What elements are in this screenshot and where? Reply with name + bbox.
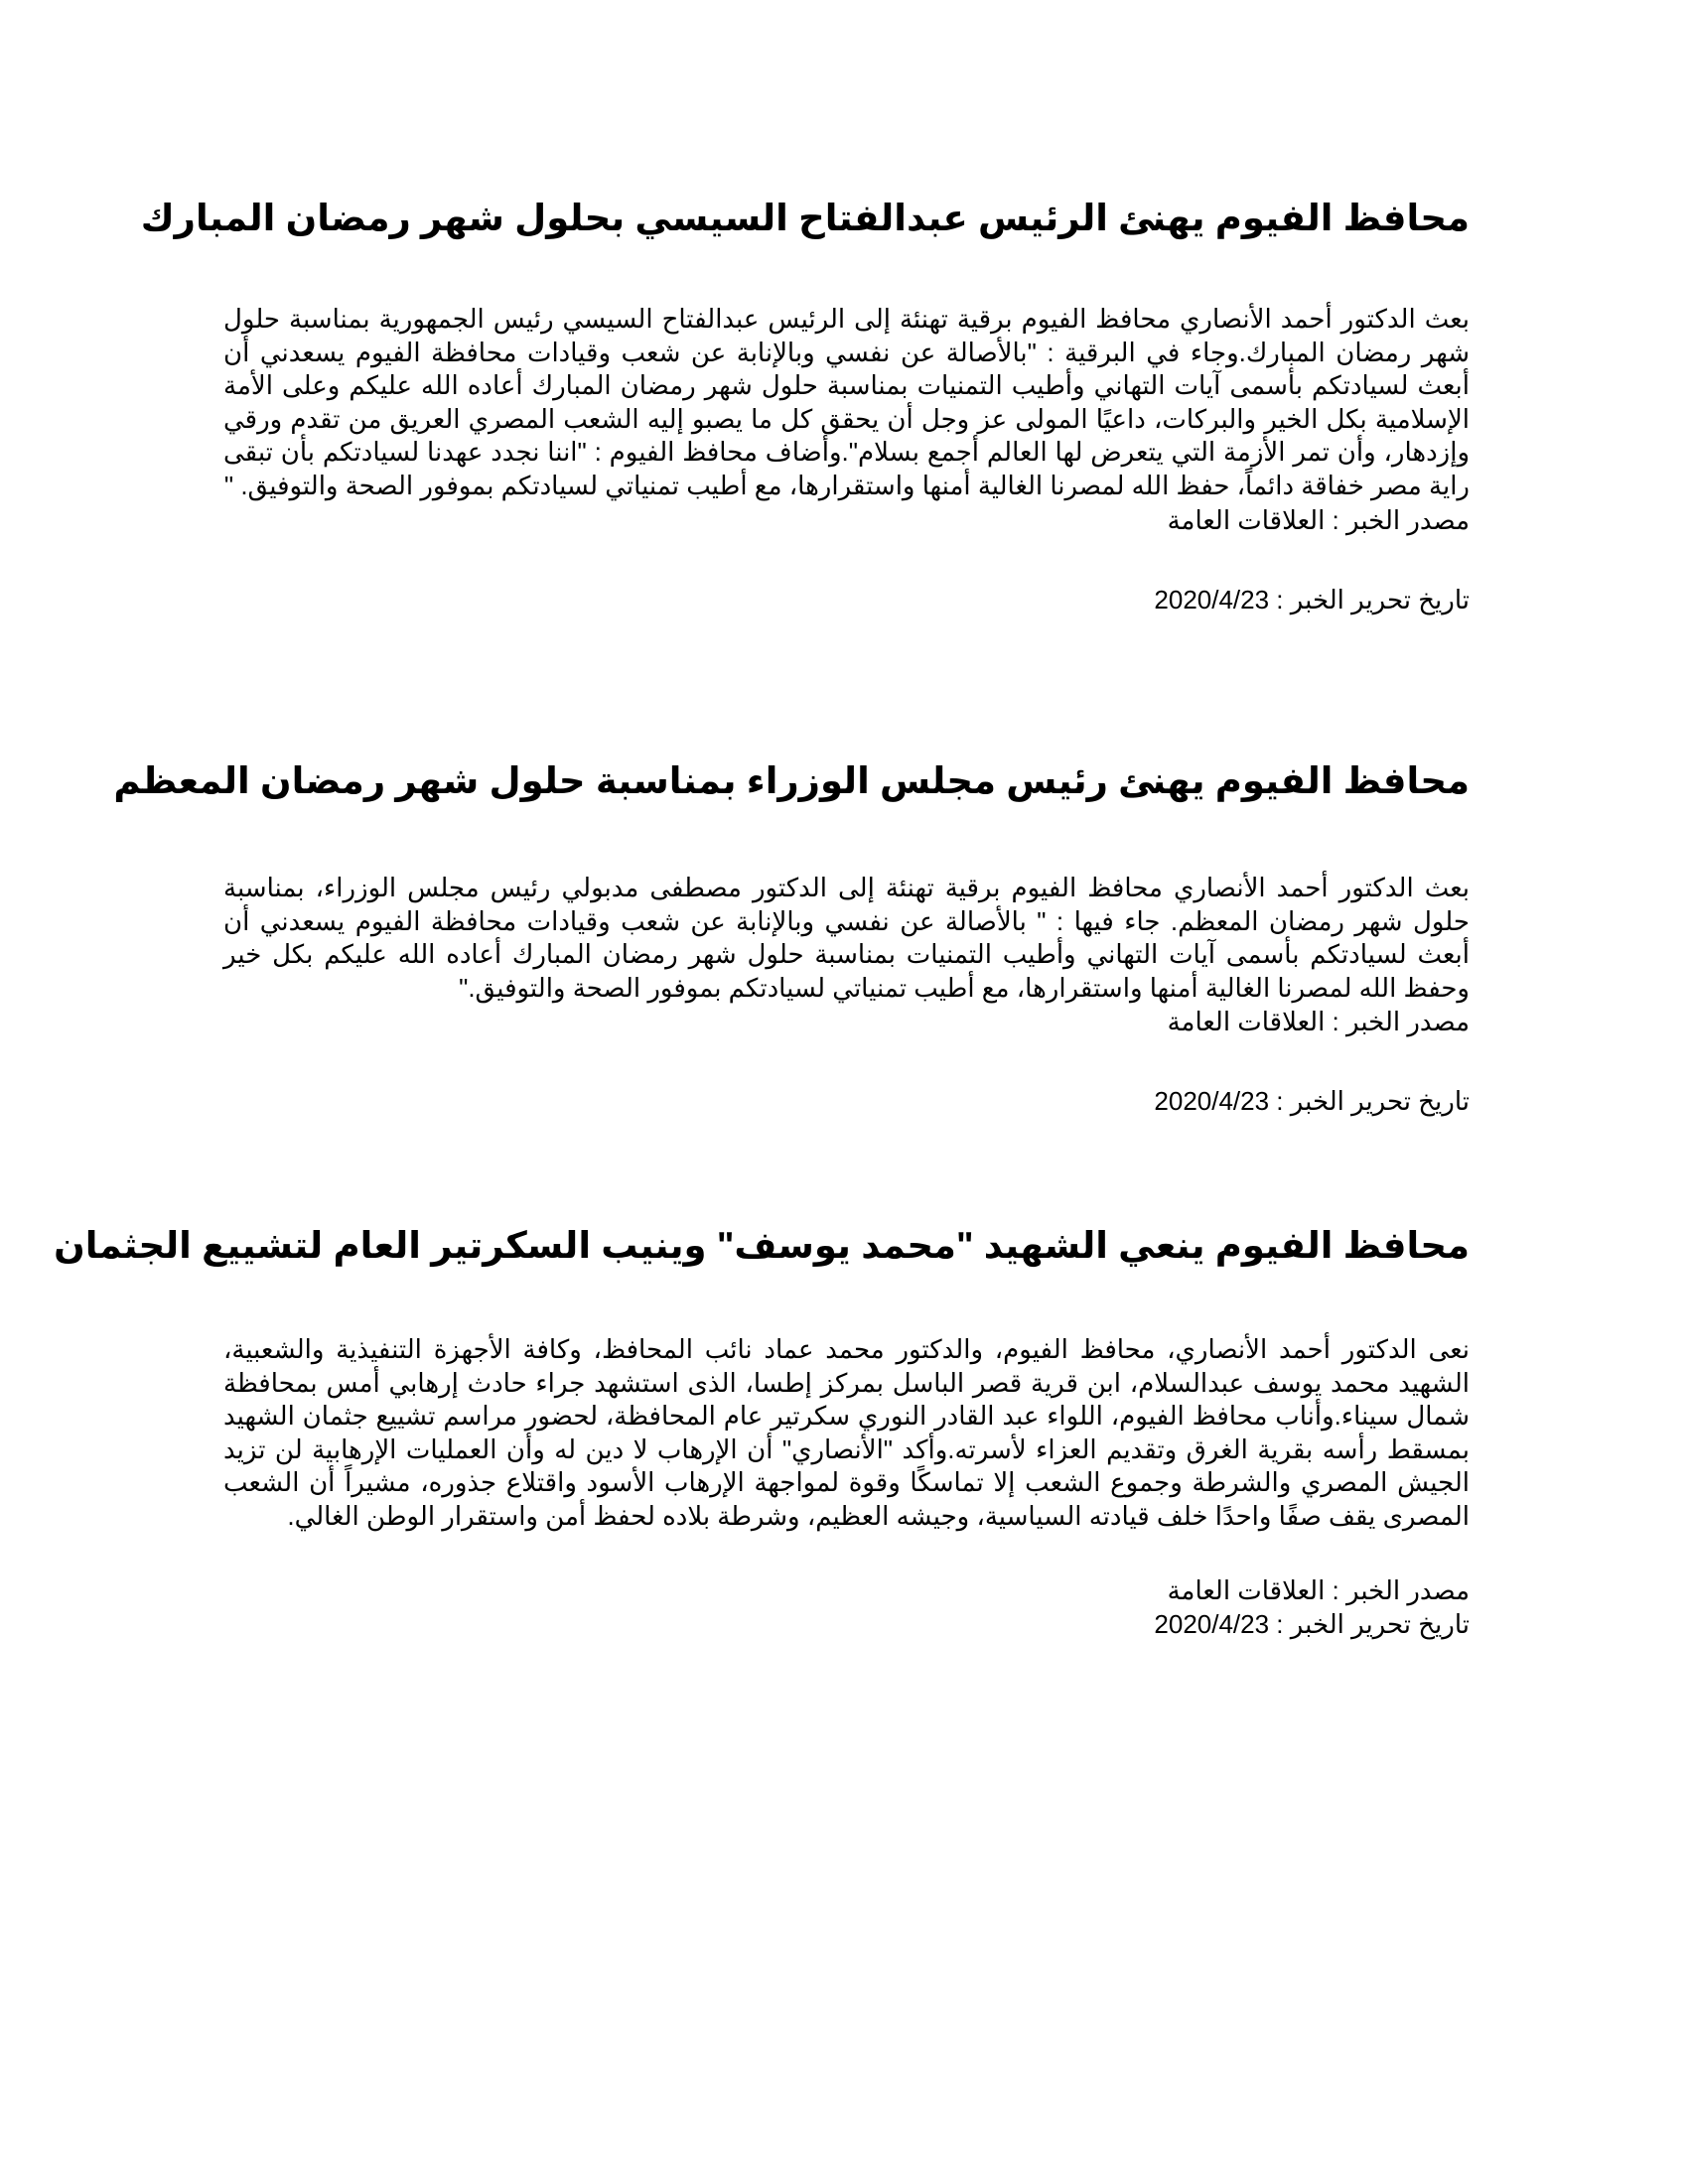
news-article <box>54 1223 1470 1641</box>
article-date: تاريخ تحرير الخبر : 2020/4/23 <box>1154 1086 1470 1117</box>
article-date: تاريخ تحرير الخبر : 2020/4/23 <box>1154 1608 1470 1639</box>
article-title: محافظ الفيوم يهنئ رئيس مجلس الوزراء بمناسبة حلول شهر رمضان المعظم <box>113 760 1470 801</box>
article-source: مصدر الخبر : العلاقات العامة <box>1167 1007 1470 1037</box>
article-title: محافظ الفيوم يهنئ الرئيس عبدالفتاح السيسي بحلول شهر رمضان المبارك <box>140 198 1470 238</box>
article-source: مصدر الخبر : العلاقات العامة <box>1167 504 1470 535</box>
article-body: نعى الدكتور أحمد الأنصاري، محافظ الفيوم، والدكتور محمد عماد نائب المحافظ، وكافة الأجهزة التنفيذية والشعبية، الشهيد محمد يوسف عبدالسلام، ابن قرية قصر الباسل بمركز إطسا، الذى استشهد جراء حادث إرهابي أمس بمحافظة شمال سيناء.وأناب محافظ الفيوم، اللواء عبد القادر النوري سكرتير عام المحافظة، لحضور مراسم تشييع جثمان الشهيد بمسقط رأسه بقرية الغرق وتقديم العزاء لأسرته.وأكد "الأنصاري" أن الإرهاب لا دين له وأن العمليات الإرهابية لن تزيد الجيش المصري والشرطة وجموع الشعب إلا تماسكًا وقوة لمواجهة الإرهاب الأسود واقتلاع جذوره، مشيراً أن الشعب المصرى يقف صفًا واحدًا خلف قيادته السياسية، وجيشه العظيم، وشرطة بلاده لحفظ أمن واستقرار الوطن الغالي. <box>223 1334 1470 1531</box>
article-body: بعث الدكتور أحمد الأنصاري محافظ الفيوم برقية تهنئة إلى الرئيس عبدالفتاح السيسي رئيس الجمهورية بمناسبة حلول شهر رمضان المبارك.وجاء في البرقية : "بالأصالة عن نفسي وبالإنابة عن شعب وقيادات محافظة الفيوم يسعدني أن أبعث لسيادتكم بأسمى آيات التهاني وأطيب التمنيات بمناسبة حلول شهر رمضان المبارك أعاده الله عليكم وعلى الأمة الإسلامية بكل الخير والبركات، داعيًا المولى عز وجل أن يحقق كل ما يصبو إليه الشعب المصري العريق من تقدم ورقي وإزدهار، وأن تمر الأزمة التي يتعرض لها العالم أجمع بسلام".وأضاف محافظ الفيوم : "اننا نجدد عهدنا لسيادتكم بأن تبقى راية مصر خفاقة دائماً، حفظ الله لمصرنا الغالية أمنها واستقرارها، مع أطيب تمنياتي لسيادتكم بموفور الصحة والتوفيق. " <box>223 304 1470 500</box>
article-title: محافظ الفيوم ينعي الشهيد "محمد يوسف" وينيب السكرتير العام لتشييع الجثمان <box>54 1225 1470 1266</box>
article-body: بعث الدكتور أحمد الأنصاري محافظ الفيوم برقية تهنئة إلى الدكتور مصطفى مدبولي رئيس مجلس الوزراء، بمناسبة حلول شهر رمضان المعظم. جاء فيها : " بالأصالة عن نفسي وبالإنابة عن شعب وقيادات محافظة الفيوم يسعدني أن أبعث لسيادتكم بأسمى آيات التهاني وأطيب التمنيات بمناسبة حلول شهر رمضان المبارك أعاده الله عليكم بكل خير وحفظ الله لمصرنا الغالية أمنها واستقرارها، مع أطيب تمنياتي لسيادتكم بموفور الصحة والتوفيق." <box>223 873 1470 1003</box>
article-source: مصدر الخبر : العلاقات العامة <box>1167 1574 1470 1605</box>
news-article <box>140 196 1470 616</box>
news-article <box>113 758 1470 1118</box>
article-date: تاريخ تحرير الخبر : 2020/4/23 <box>1154 584 1470 614</box>
